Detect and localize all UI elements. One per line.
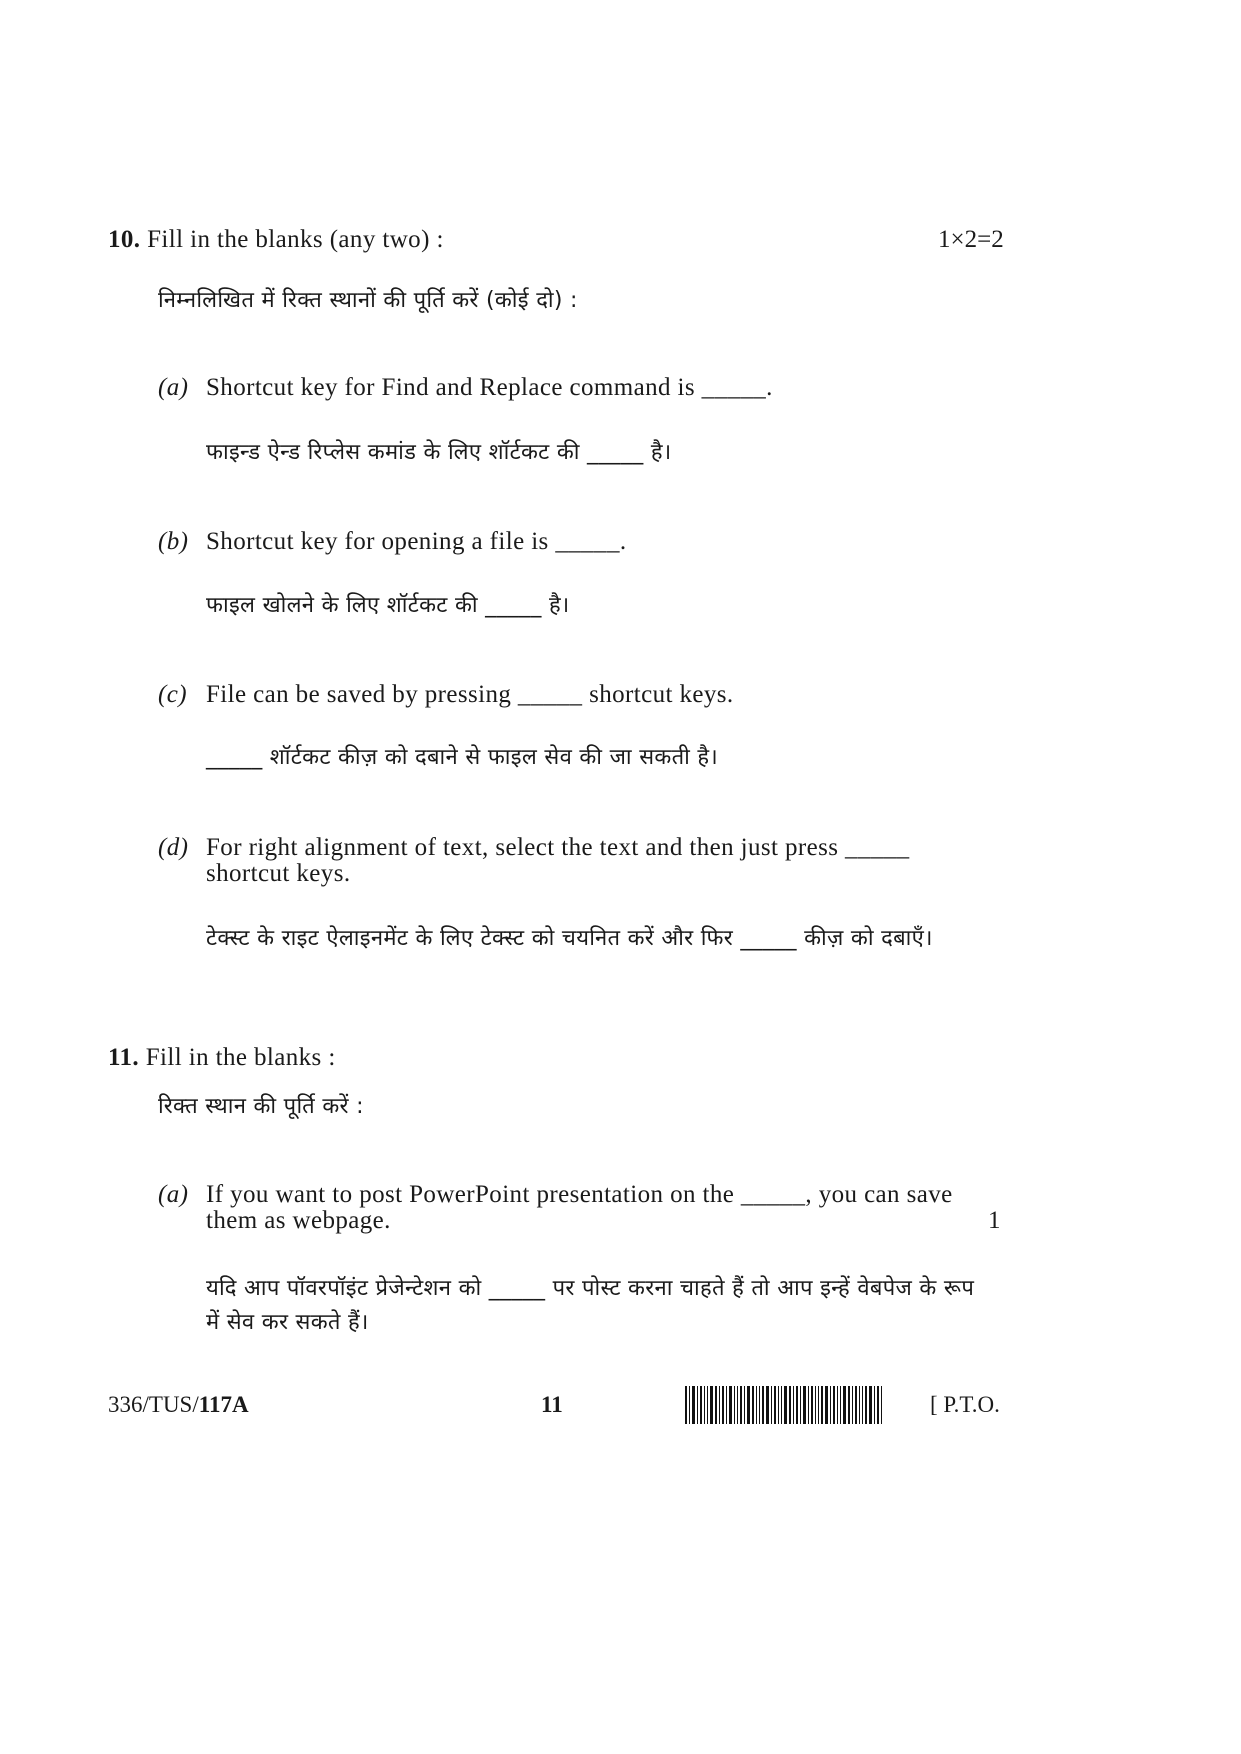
question-10d-text-hindi: टेक्स्ट के राइट ऐलाइनमेंट के लिए टेक्स्ट को चयनित करें और फिर _____ कीज़ को दबाएँ। xyxy=(206,926,933,951)
question-10-title: Fill in the blanks (any two) : xyxy=(147,226,444,253)
question-10c-text: File can be saved by pressing _____ shortcut keys. xyxy=(206,681,734,708)
question-11-number: 11. xyxy=(108,1044,140,1071)
question-10d-text-line2: shortcut keys. xyxy=(206,860,351,887)
paper-code-suffix: 117A xyxy=(198,1392,249,1417)
question-10-title-hindi: निम्नलिखित में रिक्त स्थानों की पूर्ति करें (कोई दो) : xyxy=(158,288,578,313)
pto-label: [ P.T.O. xyxy=(930,1392,1000,1417)
question-10a-text: Shortcut key for Find and Replace command is _____. xyxy=(206,374,773,401)
question-10a-text-hindi: फाइन्ड ऐन्ड रिप्लेस कमांड के लिए शॉर्टकट की _____ है। xyxy=(206,440,672,465)
paper-code-prefix: 336/TUS/ xyxy=(108,1392,199,1417)
item-label: (a) xyxy=(158,374,189,401)
question-11a-text-line2: them as webpage. xyxy=(206,1207,391,1234)
item-label: (d) xyxy=(158,834,189,861)
item-label: (b) xyxy=(158,528,189,555)
question-10-marks: 1×2=2 xyxy=(938,226,1004,253)
question-10-heading xyxy=(108,226,444,254)
question-10-number: 10. xyxy=(108,226,141,253)
question-10b-text-hindi: फाइल खोलने के लिए शॉर्टकट की _____ है। xyxy=(206,593,570,618)
paper-code xyxy=(108,1392,249,1418)
item-label: (a) xyxy=(158,1181,189,1208)
question-11a-marks: 1 xyxy=(988,1207,1001,1234)
question-11a-text-line1: If you want to post PowerPoint presentation on the _____, you can save xyxy=(206,1181,953,1208)
question-10b-text: Shortcut key for opening a file is _____. xyxy=(206,528,627,555)
question-11a-text-hindi-line2: में सेव कर सकते हैं। xyxy=(206,1310,369,1335)
barcode-icon xyxy=(685,1386,884,1424)
question-11-title-hindi: रिक्त स्थान की पूर्ति करें : xyxy=(158,1094,364,1119)
page-number: 11 xyxy=(541,1392,563,1417)
question-11-heading xyxy=(108,1044,336,1072)
question-11a-text-hindi-line1: यदि आप पॉवरपॉइंट प्रेजेन्टेशन को _____ पर पोस्ट करना चाहते हैं तो आप इन्हें वेबपेज के रूप xyxy=(206,1276,975,1301)
question-10c-text-hindi: _____ शॉर्टकट कीज़ को दबाने से फाइल सेव की जा सकती है। xyxy=(206,745,719,770)
question-10d-text-line1: For right alignment of text, select the text and then just press _____ xyxy=(206,834,910,861)
question-11-title: Fill in the blanks : xyxy=(145,1044,336,1071)
item-label: (c) xyxy=(158,681,187,708)
